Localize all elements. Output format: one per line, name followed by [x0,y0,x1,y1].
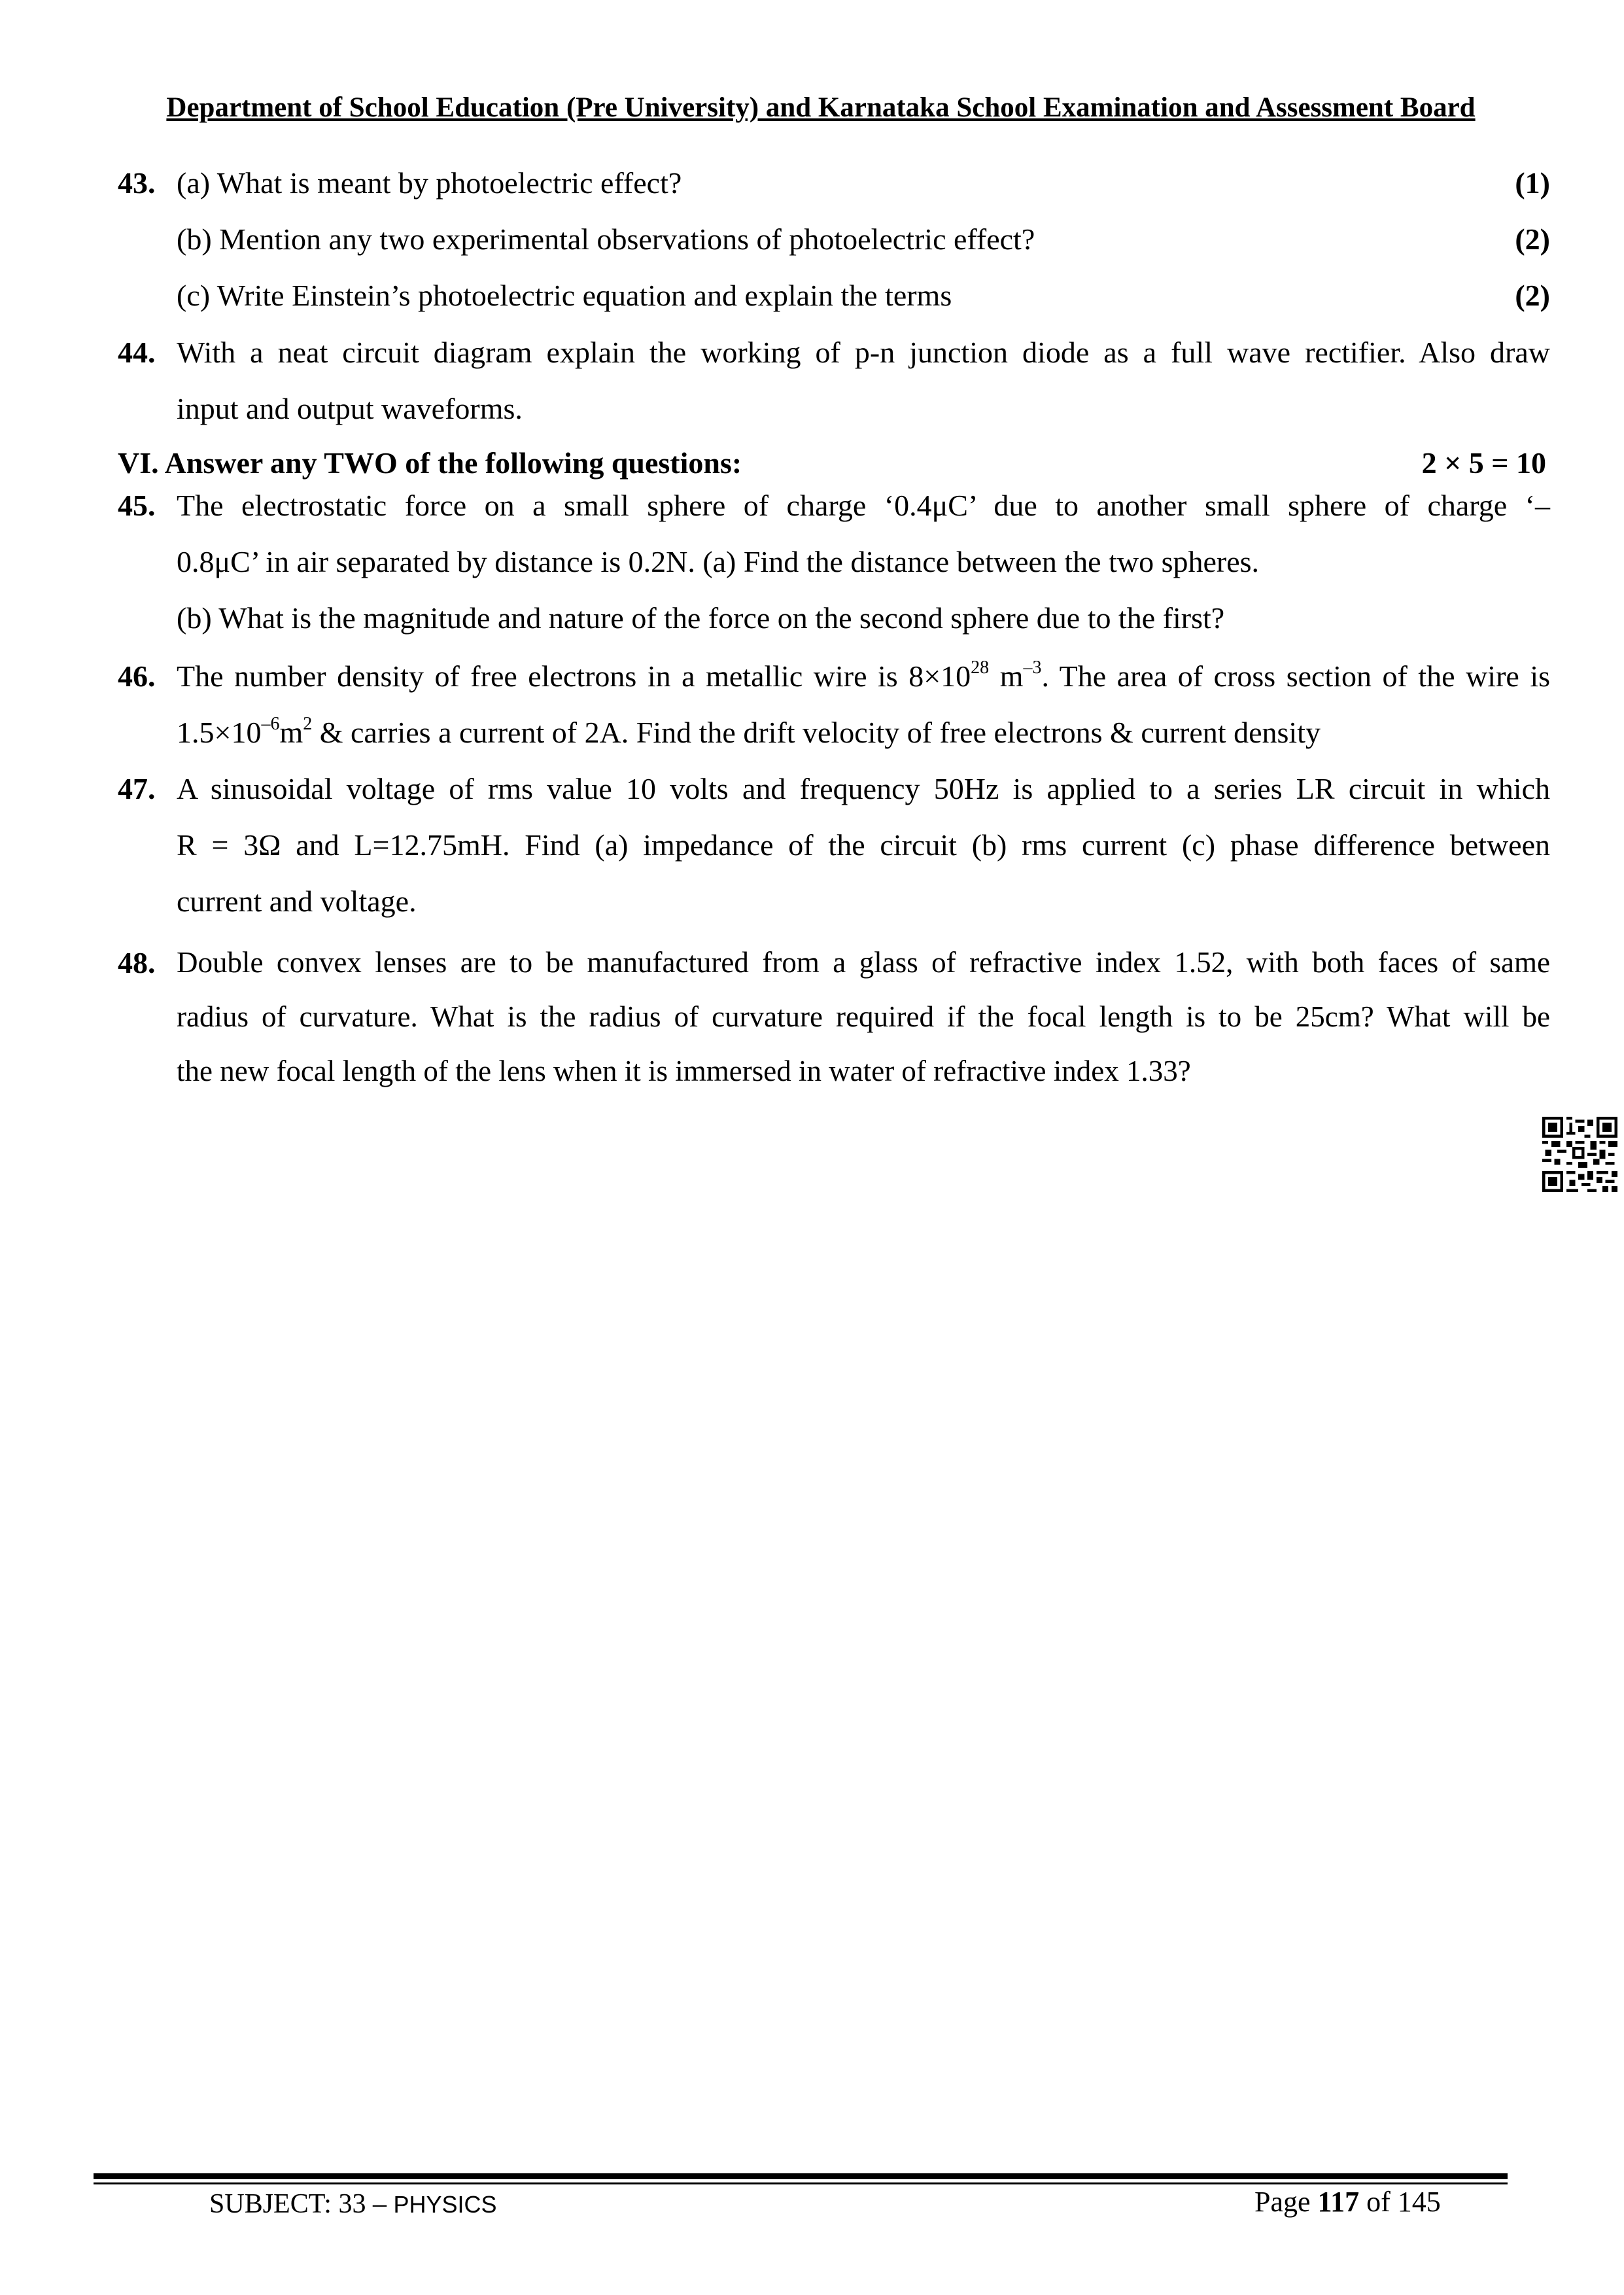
question-46 [118,648,1550,761]
section-marks: 2 × 5 = 10 [1421,446,1546,480]
question-text: The number density of free electrons in a metallic wire is 8×10 [177,659,971,693]
question-line: the new focal length of the lens when it is immersed in water of refractive index 1.33? [177,1055,1191,1087]
question-text: (a) What is meant by photoelectric effect? [177,166,682,200]
subject-name: PHYSICS [393,2191,497,2218]
question-part-c [177,268,1550,324]
question-number: 46. [118,659,156,693]
section-heading [118,445,1550,482]
subject-label: SUBJECT: 33 – [209,2189,394,2219]
page-current: 117 [1317,2186,1360,2218]
question-line [177,648,1550,705]
page-total: of 145 [1359,2186,1441,2218]
question-text: & carries a current of 2A. Find the drift velocity of free electrons & current density [312,716,1321,749]
question-number: 43. [118,166,156,200]
footer-divider [94,2182,1508,2184]
question-number: 47. [118,772,156,805]
question-text: 1.5×10 [177,716,262,749]
question-line: With a neat circuit diagram explain the working of p-n junction diode as a full wave rectifier. Also draw [177,336,1550,369]
question-text: (b) Mention any two experimental observations of photoelectric effect? [177,222,1035,256]
question-line [177,705,1550,761]
footer-divider [94,2173,1508,2179]
question-48 [118,936,1550,1098]
marks: (2) [1515,279,1550,312]
page-header: Department of School Education (Pre University) and Karnataka School Examination and Assessment Board [166,92,1476,123]
marks: (2) [1515,222,1550,256]
section-label: VI. Answer any TWO of the following questions: [118,446,742,480]
question-45 [118,478,1550,646]
footer-page-number [1254,2185,1441,2218]
question-text: m [989,659,1024,693]
question-44 [118,324,1550,437]
question-number: 48. [118,946,156,979]
marks: (1) [1515,166,1550,200]
question-line: input and output waveforms. [177,392,523,425]
question-line: (b) What is the magnitude and nature of the force on the second sphere due to the first? [177,601,1225,635]
question-line: 0.8μC’ in air separated by distance is 0.2N. (a) Find the distance between the two spheres. [177,545,1260,578]
superscript: 2 [303,713,313,734]
question-line: current and voltage. [177,885,417,918]
question-text: . The area of cross section of the wire is [1041,659,1551,693]
question-line: Double convex lenses are to be manufactured from a glass of refractive index 1.52, with both faces of same [177,946,1550,979]
question-line: The electrostatic force on a small sphere of charge ‘0.4μC’ due to another small sphere of charge ‘– [177,489,1550,522]
page-label: Page [1254,2186,1318,2218]
question-line: R = 3Ω and L=12.75mH. Find (a) impedance of the circuit (b) rms current (c) phase difference between [177,828,1550,862]
question-47 [118,761,1550,930]
superscript: –6 [261,713,280,734]
question-text: (c) Write Einstein’s photoelectric equation and explain the terms [177,279,952,312]
superscript: 28 [971,657,990,678]
question-43 [118,155,1550,324]
question-line: A sinusoidal voltage of rms value 10 volts and frequency 50Hz is applied to a series LR circuit in which [177,772,1550,805]
question-line: radius of curvature. What is the radius of curvature required if the focal length is to be 25cm? What will be [177,1000,1550,1033]
question-part-b [177,211,1550,268]
superscript: –3 [1023,657,1042,678]
question-text: m [279,716,303,749]
question-number: 45. [118,489,156,522]
qr-code-icon [1542,1117,1617,1192]
question-part-a [177,155,1550,211]
question-number: 44. [118,336,156,369]
footer-subject [209,2188,497,2220]
